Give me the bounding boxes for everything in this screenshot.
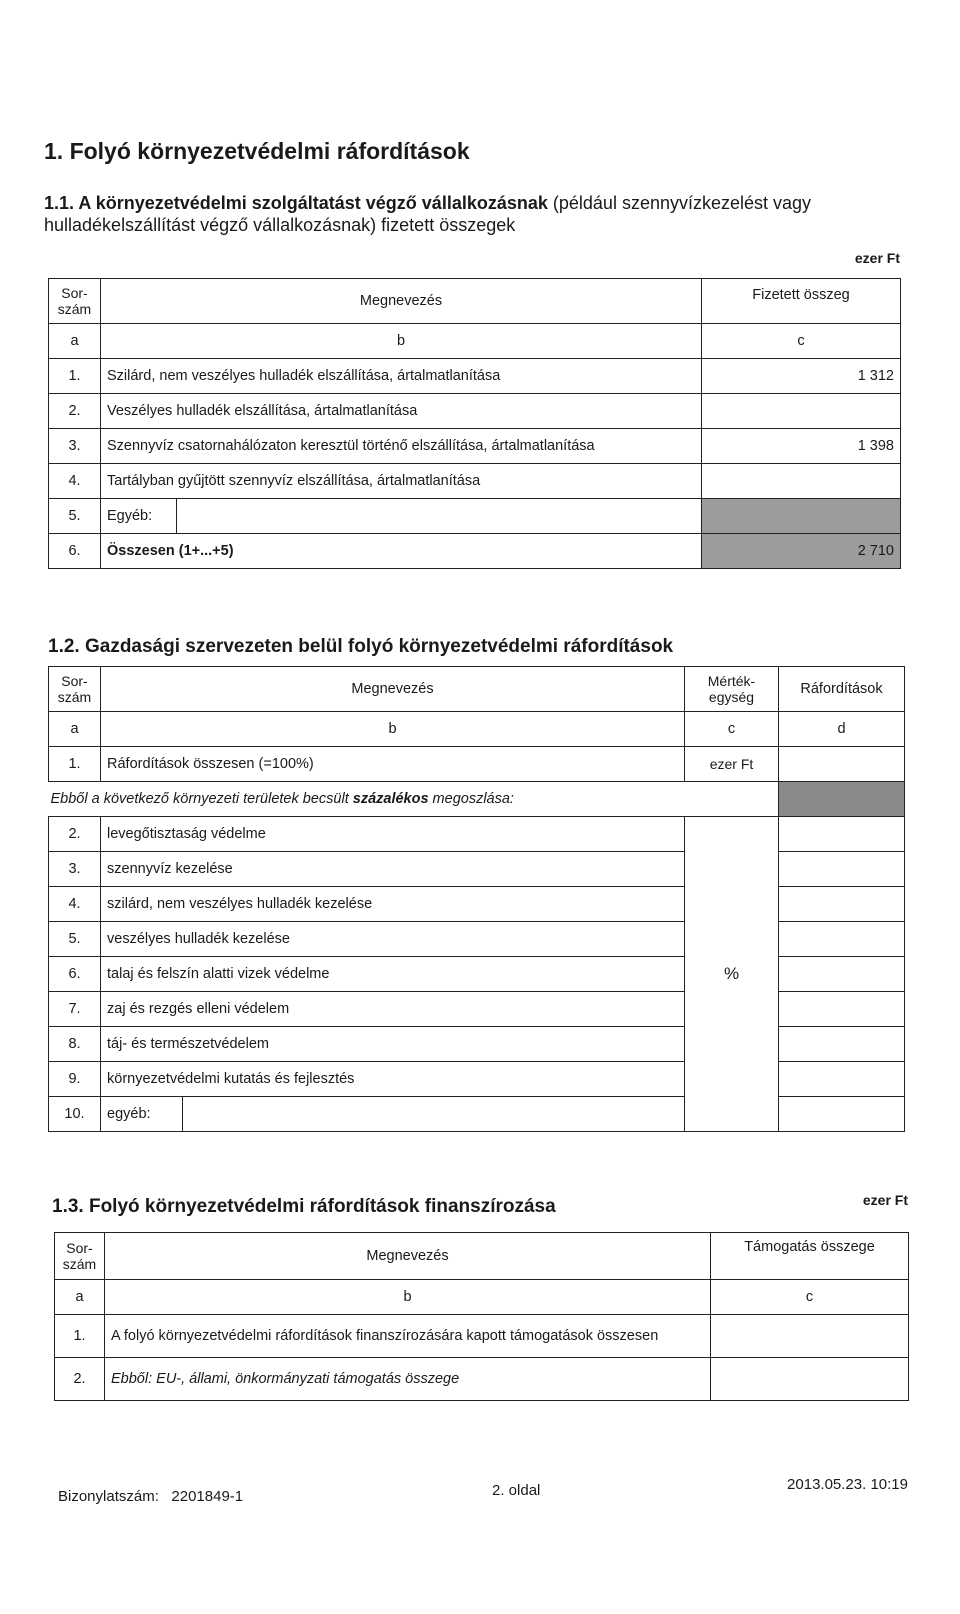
row-value[interactable] — [711, 1315, 909, 1358]
row-name: egyéb: — [101, 1097, 183, 1132]
row-name: szennyvíz kezelése — [101, 852, 685, 887]
row-unit: ezer Ft — [685, 747, 779, 782]
row-value[interactable] — [779, 1062, 905, 1097]
col-header-megnevezes: Megnevezés — [101, 667, 685, 712]
row-number: 1. — [55, 1315, 105, 1358]
table-row — [55, 1315, 909, 1358]
table-row — [49, 817, 905, 852]
row-value[interactable] — [779, 1027, 905, 1062]
row-value[interactable] — [779, 957, 905, 992]
row-number: 4. — [49, 887, 101, 922]
row-number: 3. — [49, 852, 101, 887]
letter-c: c — [711, 1280, 909, 1315]
row-value-total: 2 710 — [702, 534, 901, 569]
row-name: Veszélyes hulladék elszállítása, ártalmatlanítása — [101, 394, 702, 429]
section-1-1-unit: ezer Ft — [854, 250, 900, 266]
letter-a: a — [55, 1280, 105, 1315]
row-number: 3. — [49, 429, 101, 464]
row-name: A folyó környezetvédelmi ráfordítások finanszírozására kapott támogatások összesen — [105, 1315, 711, 1358]
row-name: zaj és rezgés elleni védelem — [101, 992, 685, 1027]
row-value[interactable] — [702, 394, 901, 429]
row-number: 7. — [49, 992, 101, 1027]
egyeb-specify-field[interactable] — [177, 499, 702, 534]
row-name: Szennyvíz csatornahálózaton keresztül történő elszállítása, ártalmatlanítása — [101, 429, 702, 464]
row-name: veszélyes hulladék kezelése — [101, 922, 685, 957]
row-name: táj- és természetvédelem — [101, 1027, 685, 1062]
footer-timestamp: 2013.05.23. 10:19 — [787, 1476, 908, 1493]
row-number: 4. — [49, 464, 101, 499]
row-value[interactable] — [779, 817, 905, 852]
table-row — [55, 1358, 909, 1401]
row-number: 6. — [49, 534, 101, 569]
split-label-row — [49, 782, 905, 817]
egyeb-specify-field[interactable] — [183, 1097, 685, 1132]
col-header-mertekegyseg: Mérték- egység — [685, 667, 779, 712]
col-header-sorszam: Sor- szám — [49, 667, 101, 712]
row-number: 9. — [49, 1062, 101, 1097]
row-name: Tartályban gyűjtött szennyvíz elszállítása, ártalmatlanítása — [101, 464, 702, 499]
table-1-2 — [48, 666, 905, 1132]
col-header-tamogatas-osszege: Támogatás összege — [711, 1233, 909, 1280]
table-1-3 — [54, 1232, 909, 1401]
row-value[interactable] — [779, 922, 905, 957]
col-header-fizetett-osszeg: Fizetett összeg — [702, 279, 901, 324]
table-row — [49, 499, 901, 534]
section-1-1-title — [44, 192, 884, 236]
col-header-megnevezes: Megnevezés — [101, 279, 702, 324]
section-1-1-title-rest: (például szennyvízkezelést vagy hulladékelszállítást végző vállalkozásnak) fizetett összegek — [44, 193, 812, 235]
row-number: 10. — [49, 1097, 101, 1132]
col-header-raforditasok: Ráfordítások — [779, 667, 905, 712]
letter-b: b — [105, 1280, 711, 1315]
table-row — [49, 359, 901, 394]
section-1-3-title: 1.3. Folyó környezetvédelmi ráfordítások finanszírozása — [52, 1196, 556, 1217]
row-name: Szilárd, nem veszélyes hulladék elszállítása, ártalmatlanítása — [101, 359, 702, 394]
row-number: 1. — [49, 359, 101, 394]
shaded-cell — [779, 782, 905, 817]
letter-a: a — [49, 712, 101, 747]
row-value[interactable] — [711, 1358, 909, 1401]
row-number: 5. — [49, 499, 101, 534]
row-value[interactable] — [779, 747, 905, 782]
table-row — [49, 464, 901, 499]
row-number: 2. — [55, 1358, 105, 1401]
table-row — [49, 429, 901, 464]
row-value[interactable]: 1 398 — [702, 429, 901, 464]
doc-number-label: Bizonylatszám: — [58, 1488, 159, 1505]
row-number: 5. — [49, 922, 101, 957]
table-row — [49, 534, 901, 569]
row-value[interactable] — [702, 464, 901, 499]
row-name: szilárd, nem veszélyes hulladék kezelése — [101, 887, 685, 922]
row-value[interactable]: 1 312 — [702, 359, 901, 394]
table-row — [49, 747, 905, 782]
row-name: környezetvédelmi kutatás és fejlesztés — [101, 1062, 685, 1097]
page-heading: 1. Folyó környezetvédelmi ráfordítások — [44, 138, 470, 164]
letter-b: b — [101, 324, 702, 359]
row-name: talaj és felszín alatti vizek védelme — [101, 957, 685, 992]
letter-a: a — [49, 324, 101, 359]
table-1-1 — [48, 278, 901, 569]
row-name: Egyéb: — [101, 499, 177, 534]
footer-doc-number — [58, 1488, 243, 1505]
letter-c: c — [685, 712, 779, 747]
row-name: levegőtisztaság védelme — [101, 817, 685, 852]
row-name-total: Összesen (1+...+5) — [101, 534, 702, 569]
section-1-2-title: 1.2. Gazdasági szervezeten belül folyó környezetvédelmi ráfordítások — [48, 636, 674, 657]
col-header-megnevezes: Megnevezés — [105, 1233, 711, 1280]
row-number: 1. — [49, 747, 101, 782]
letter-b: b — [101, 712, 685, 747]
row-number: 2. — [49, 817, 101, 852]
split-label: Ebből a következő környezeti területek becsült százalékos megoszlása: — [49, 782, 779, 817]
row-name: Ebből: EU-, állami, önkormányzati támogatás összege — [105, 1358, 711, 1401]
section-1-3-unit: ezer Ft — [862, 1192, 908, 1208]
row-value[interactable] — [779, 852, 905, 887]
section-1-1-title-bold: 1.1. A környezetvédelmi szolgáltatást végző vállalkozásnak — [44, 193, 548, 213]
letter-d: d — [779, 712, 905, 747]
doc-number-value: 2201849-1 — [171, 1488, 244, 1505]
table-row — [49, 394, 901, 429]
row-number: 2. — [49, 394, 101, 429]
letter-c: c — [702, 324, 901, 359]
row-number: 6. — [49, 957, 101, 992]
row-number: 8. — [49, 1027, 101, 1062]
row-value-shaded — [702, 499, 901, 534]
row-value[interactable] — [779, 1097, 905, 1132]
row-value[interactable] — [779, 992, 905, 1027]
col-header-sorszam: Sor- szám — [49, 279, 101, 324]
percent-unit: % — [685, 817, 779, 1132]
footer-page-number: 2. oldal — [492, 1482, 541, 1499]
col-header-sorszam: Sor- szám — [55, 1233, 105, 1280]
row-name: Ráfordítások összesen (=100%) — [101, 747, 685, 782]
row-value[interactable] — [779, 887, 905, 922]
